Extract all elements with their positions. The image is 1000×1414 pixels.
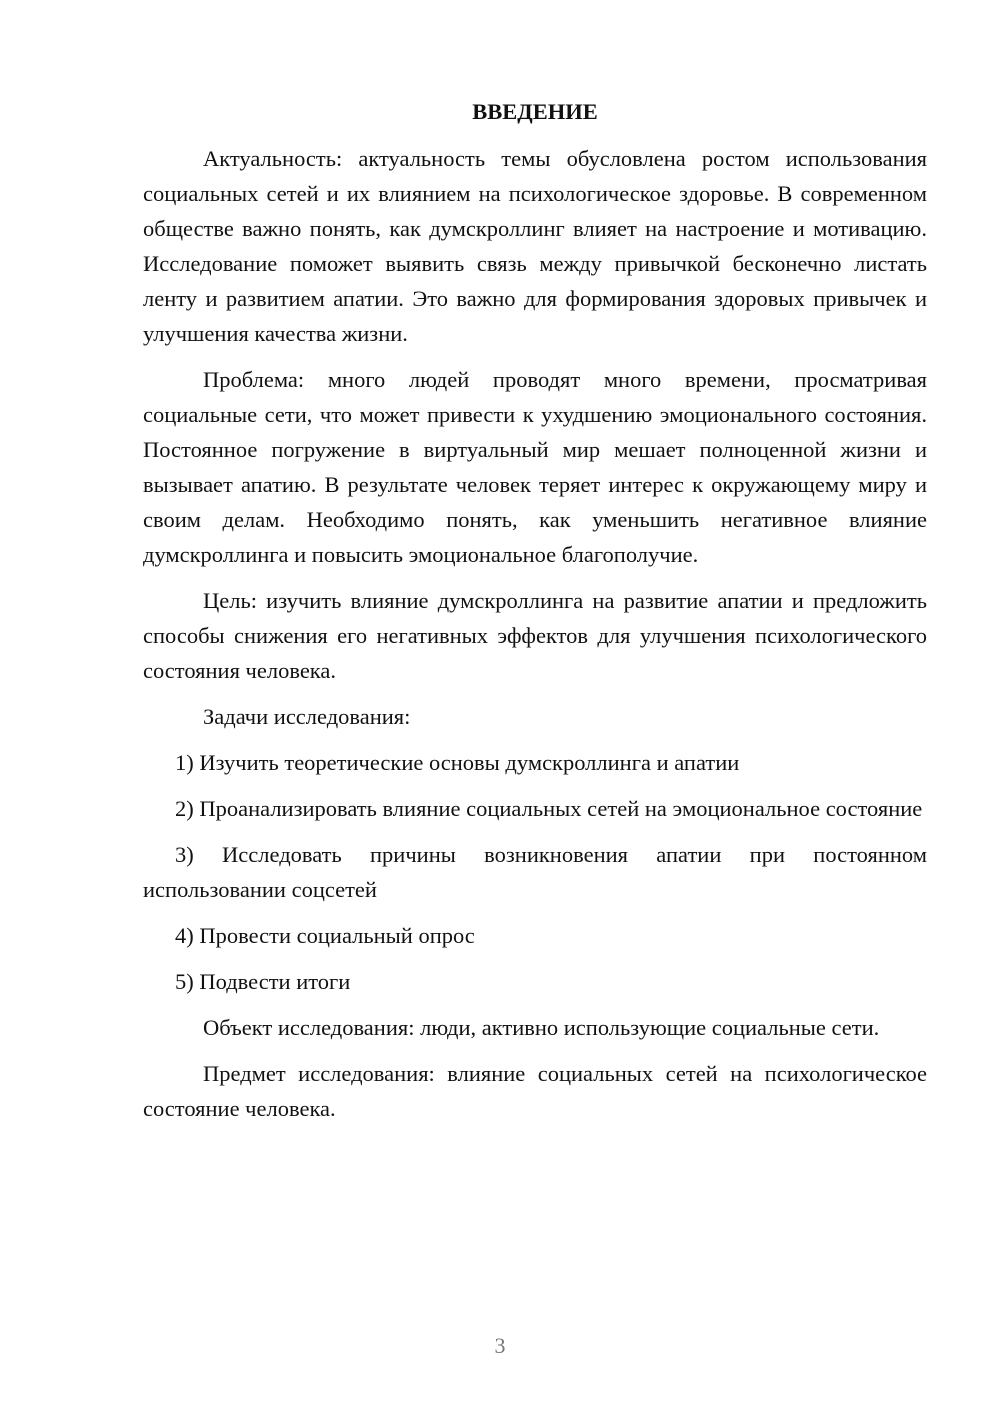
relevance-paragraph: Актуальность: актуальность темы обусловлена ростом использования социальных сетей и их влиянием на психологическое здоровье. В современном обществе важно понять, как думскроллинг влияет на настроение и мотивацию. Исследование поможет выявить связь между привычкой бесконечно листать ленту и развитием апатии. Это важно для формирования здоровых привычек и улучшения качества жизни.: [143, 146, 927, 346]
task-item-1: 1) Изучить теоретические основы думскроллинга и апатии: [175, 750, 740, 775]
task-item-2: 2) Проанализировать влияние социальных сетей на эмоциональное состояние: [175, 796, 923, 821]
goal-paragraph: Цель: изучить влияние думскроллинга на развитие апатии и предложить способы снижения его негативных эффектов для улучшения психологического состояния человека.: [143, 588, 927, 683]
task-item-5: 5) Подвести итоги: [175, 969, 351, 994]
page-number: 3: [494, 1333, 506, 1358]
section-title: ВВЕДЕНИЕ: [472, 99, 598, 124]
document-page: [143, 94, 927, 1137]
tasks-heading: Задачи исследования:: [203, 704, 411, 729]
task-item-4: 4) Провести социальный опрос: [175, 923, 475, 948]
subject-paragraph: Предмет исследования: влияние социальных сетей на психологическое состояние человека.: [143, 1061, 927, 1121]
task-item-3: 3) Исследовать причины возникновения апатии при постоянном использовании соцсетей: [143, 842, 927, 902]
problem-paragraph: Проблема: много людей проводят много времени, просматривая социальные сети, что может привести к ухудшению эмоционального состояния. Постоянное погружение в виртуальный мир мешает полноценной жизни и вызывает апатию. В результате человек теряет интерес к окружающему миру и своим делам. Необходимо понять, как уменьшить негативное влияние думскроллинга и повысить эмоциональное благополучие.: [143, 367, 927, 567]
object-paragraph: Объект исследования: люди, активно использующие социальные сети.: [203, 1015, 880, 1040]
